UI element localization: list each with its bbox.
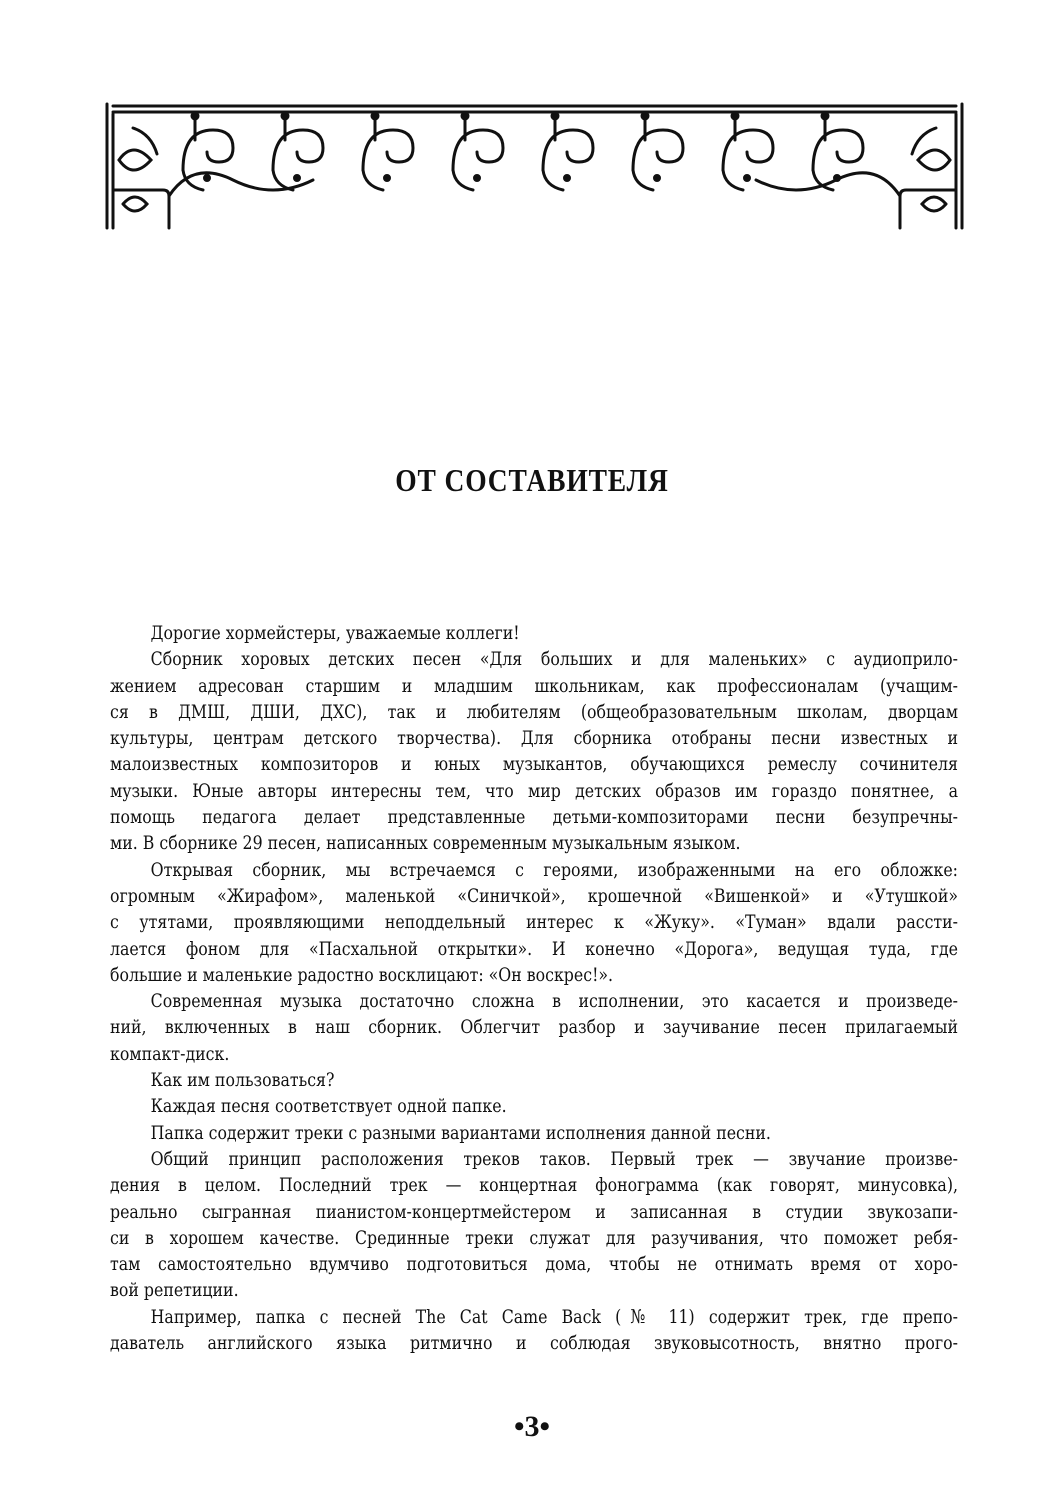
paragraph xyxy=(110,857,958,988)
header-ornament-icon xyxy=(103,100,966,233)
text-line: компакт-диск. xyxy=(110,1042,230,1065)
text-line: Например, папка с песней The Cat Came Back (№ 11) содержит трек, где препо- xyxy=(150,1305,958,1328)
text-line: Каждая песня соответствует одной папке. xyxy=(150,1095,507,1118)
paragraph xyxy=(110,988,958,1067)
text-line: музыки. Юные авторы интересны тем, что мир детских образов им гораздо понятнее, а xyxy=(110,779,958,802)
text-line: Открывая сборник, мы встречаемся с героями, изображенными на его обложке: xyxy=(150,858,958,881)
text-line: Современная музыка достаточно сложна в исполнении, это касается и произведе- xyxy=(150,990,958,1013)
text-line: дения в целом. Последний трек — концертная фонограмма (как говорят, минусовка), xyxy=(110,1174,958,1197)
text-line: огромным «Жирафом», маленькой «Синичкой», крошечной «Вишенкой» и «Утушкой» xyxy=(110,884,958,907)
paragraph xyxy=(110,646,958,856)
paragraph xyxy=(110,1093,958,1119)
text-line: Папка содержит треки с разными вариантами исполнения данной песни. xyxy=(150,1121,771,1144)
text-line: малоизвестных композиторов и юных музыкантов, обучающихся ремеслу сочинителя xyxy=(110,753,958,776)
paragraph xyxy=(110,620,958,646)
text-line: с утятами, проявляющими неподдельный интерес к «Жуку». «Туман» вдали рассти- xyxy=(110,911,958,934)
text-line: культуры, центрам детского творчества). Для сборника отобраны песни известных и xyxy=(110,727,958,750)
paragraph xyxy=(110,1304,958,1357)
text-line: лается фоном для «Пасхальной открытки». И конечно «Дорога», ведущая туда, где xyxy=(110,937,958,960)
text-line: ний, включенных в наш сборник. Облегчит разбор и заучивание песен прилагаемый xyxy=(110,1016,958,1039)
text-line: большие и маленькие радостно восклицают: «Он воскрес!». xyxy=(110,963,614,986)
text-line: ся в ДМШ, ДШИ, ДХС), так и любителям (общеобразовательным школам, дворцам xyxy=(110,700,958,723)
text-line: Сборник хоровых детских песен «Для больших и для маленьких» с аудиоприло- xyxy=(150,648,958,671)
paragraph xyxy=(110,1120,958,1146)
text-line: помощь педагога делает представленные детьми-композиторами песни безупречны- xyxy=(110,806,958,829)
text-line: реально сыгранная пианистом-концертмейстером и записанная в студии звукозапи- xyxy=(110,1200,958,1223)
page-number: •3• xyxy=(513,1410,550,1443)
paragraph xyxy=(110,1067,958,1093)
text-line: си в хорошем качестве. Срединные треки служат для разучивания, что поможет ребя- xyxy=(110,1226,958,1249)
text-line: Как им пользоваться? xyxy=(150,1069,335,1092)
text-line: Дорогие хормейстеры, уважаемые коллеги! xyxy=(150,622,520,644)
body-text xyxy=(110,620,958,1356)
text-line: ми. В сборнике 29 песен, написанных современным музыкальным языком. xyxy=(110,832,741,855)
text-line: вой репетиции. xyxy=(110,1279,239,1302)
text-line: Общий принцип расположения треков таков. Первый трек — звучание произве- xyxy=(150,1147,958,1170)
text-line: жением адресован старшим и младшим школьникам, как профессионалам (учащим- xyxy=(110,674,958,697)
text-line: даватель английского языка ритмично и соблюдая звуковысотность, внятно прого- xyxy=(110,1332,958,1355)
page-title: ОТ СОСТАВИТЕЛЯ xyxy=(395,462,669,498)
paragraph xyxy=(110,1146,958,1304)
text-line: там самостоятельно вдумчиво подготовиться дома, чтобы не отнимать время от хоро- xyxy=(110,1253,958,1276)
